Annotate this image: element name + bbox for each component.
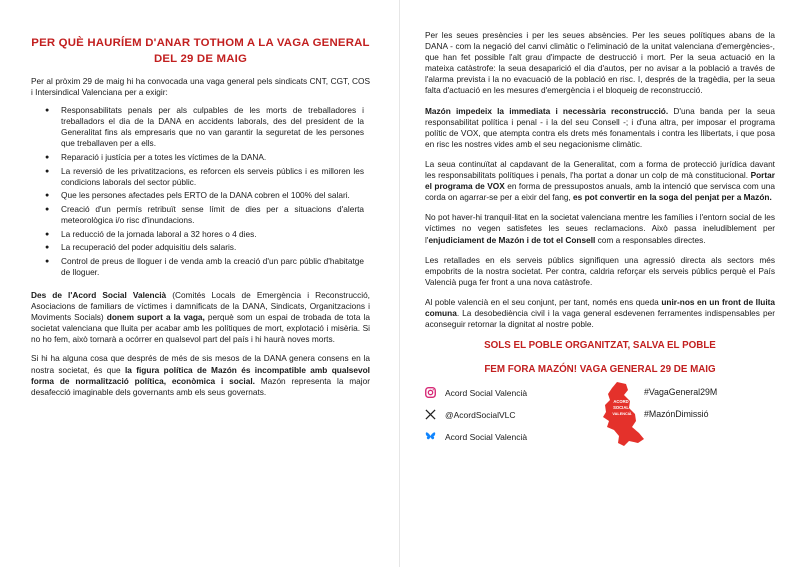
bullet-icon: ● [45, 167, 50, 175]
support-paragraph: Des de l'Acord Social Valencià (Comités Locals de Emergència i Reconstrucció, Asociacions de familiars de víctimes i damnificats de la DANA, Sindicats, Organitzacions i Moviments Socials) donem suport a la vaga, perquè som un espai de trobada de tota la societat valenciana que lluita per acabar amb les polítiques de mort, explotació i misèria. Si no ho fem, això tornarà a ocórrer en qualsevol part del país i hi haurà noves morts. [31, 290, 370, 345]
hashtag-general-strike[interactable]: #VagaGeneral29M [644, 387, 718, 398]
demands-list [31, 105, 370, 278]
instagram-link[interactable]: Acord Social Valencià [425, 387, 527, 398]
list-item: ● Reparació i justícia per a totes les víctimes de la DANA. [45, 152, 267, 163]
bullet-icon: ● [45, 154, 50, 162]
svg-text:ACORD: ACORD [613, 399, 629, 405]
list-item: ● Control de preus de lloguer i de venda amb la creació d'un parc públic d'habitatge de lloguer. [45, 255, 364, 277]
x-link[interactable]: @AcordSocialVLC [425, 409, 516, 420]
x-icon [425, 409, 436, 420]
list-item: ● La reducció de la jornada laboral a 32 hores o 4 dies. [45, 228, 257, 239]
list-item: ● Creació d'un permís retribuït sense límit de dies per a situacions d'alerta meteorològica i/o risc d'inundacions. [45, 203, 364, 226]
consensus-paragraph: Si hi ha alguna cosa que després de més de sis mesos de la DANA genera consens en la nostra societat, és que la figura política de Mazón és incompatible amb qualsevol forma de normalització política, econòmica i social. Mazón representa la major desafecció imaginable dels governants amb els seus governats. [31, 353, 370, 397]
list-item: ● Responsabilitats penals per als culpables de les morts de treballadores i treballadors el dia de la DANA en accidents laborals, des del president de la Generalitat fins als empresaris que no van garantir la seguretat de les persones que treballaven per a ells. [45, 105, 364, 149]
svg-text:VALENCIÀ: VALENCIÀ [612, 412, 632, 417]
right-page [400, 0, 800, 567]
page-title: PER QUÈ HAURÍEM D'ANAR TOTHOM A LA VAGA GENERAL DEL 29 DE MAIG [31, 37, 370, 65]
bullet-icon: ● [45, 107, 50, 115]
hashtag-mazon-resign[interactable]: #MazónDimissió [644, 409, 709, 420]
bullet-icon: ● [45, 205, 50, 213]
list-item: ● La recuperació del poder adquisitiu dels salaris. [45, 242, 237, 253]
slogan-general-strike: FEM FORA MAZÓN! VAGA GENERAL 29 DE MAIG [484, 364, 716, 376]
bullet-icon: ● [45, 244, 50, 252]
continuity-paragraph: La seua continuïtat al capdavant de la Generalitat, com a forma de protecció jurídica davant les responsabilitats polítiques i penals, l'ha portat a donar un colp de mà constitucional. Portar el programa de VOX en forma de pressupostos anuals, amb la intenció que servisca com una corda on agarrar-se per a eixir del fang, es pot convertir en la soga del penjat per a Mazón. [425, 158, 775, 203]
bullet-icon: ● [45, 192, 50, 200]
footer [425, 387, 775, 467]
reconstruction-paragraph: Mazón impedeix la immediata i necessària reconstrucció. D'una banda per la seua responsabilitat política i penal - i la del seu Consell -; i d'una altra, per imposar el programa polític de VOX, que atempta contra els drets més fonamentals i contra les llibertats, i que posa en risc les nostres vides amb el seu negacionisme climàtic. [425, 105, 775, 149]
instagram-icon [425, 387, 436, 398]
list-item: ● La reversió de les privatitzacions, es reforcen els serveis públics i es milloren les condicions laborals del sector públic. [45, 165, 364, 187]
bullet-icon: ● [45, 257, 50, 265]
svg-text:SOCIAL: SOCIAL [613, 405, 629, 411]
presences-paragraph: Per les seues presències i per les seues absències. Per les seues polítiques abans de la DANA - com la negació del canvi climàtic o l'eliminació de la unitat valenciana d'emergències-, que han fet possible l'alt grau d'impacte de destrucció i mort. Per la seua actuació en la mateixa catàstrofe: la seua desaparició el dia d'autos, per no avisar a la població a través de l'alarma prevista i la no evacuació de la població en risc. I, després de la tragèdia, per la seua falta d'actuació en les mesures d'emergència i el bloqueig de reconstrucció. [425, 30, 775, 96]
bluesky-link[interactable]: Acord Social Valencià [425, 431, 527, 442]
bullet-icon: ● [45, 230, 50, 238]
intro-paragraph: Per al pròxim 29 de maig hi ha convocada una vaga general pels sindicats CNT, CGT, COS i Intersindical Valenciana per a exigir: [31, 76, 370, 98]
tranquility-paragraph: No pot haver-hi tranquil·litat en la societat valenciana mentre les famílies i l'entorn social de les víctimes no vegen satisfetes les seues reclamacions. Això passa ineludiblement per l'enjudiciament de Mazón i de tot el Consell com a responsables directes. [425, 212, 775, 245]
list-item: ● Que les persones afectades pels ERTO de la DANA cobren el 100% del salari. [45, 190, 350, 201]
unity-paragraph: Al poble valencià en el seu conjunt, per tant, només ens queda unir-nos en un front de lluita comuna. La desobediència civil i la vaga general esdevenen ferramentes indispensables per aconseguir retornar la dignitat al nostre poble. [425, 296, 776, 330]
cuts-paragraph: Les retallades en els serveis públics signifiquen una agressió directa als sectors més empobrits de la nostra societat. Per contra, caldria reforçar els serveis públics perquè el País Valencià puga fer front a una nova catàstrofe. [425, 254, 775, 287]
slogan-organized-people: SOLS EL POBLE ORGANITZAT, SALVA EL POBLE [484, 340, 716, 352]
valencia-map-logo [599, 381, 645, 447]
bluesky-icon [425, 431, 436, 442]
